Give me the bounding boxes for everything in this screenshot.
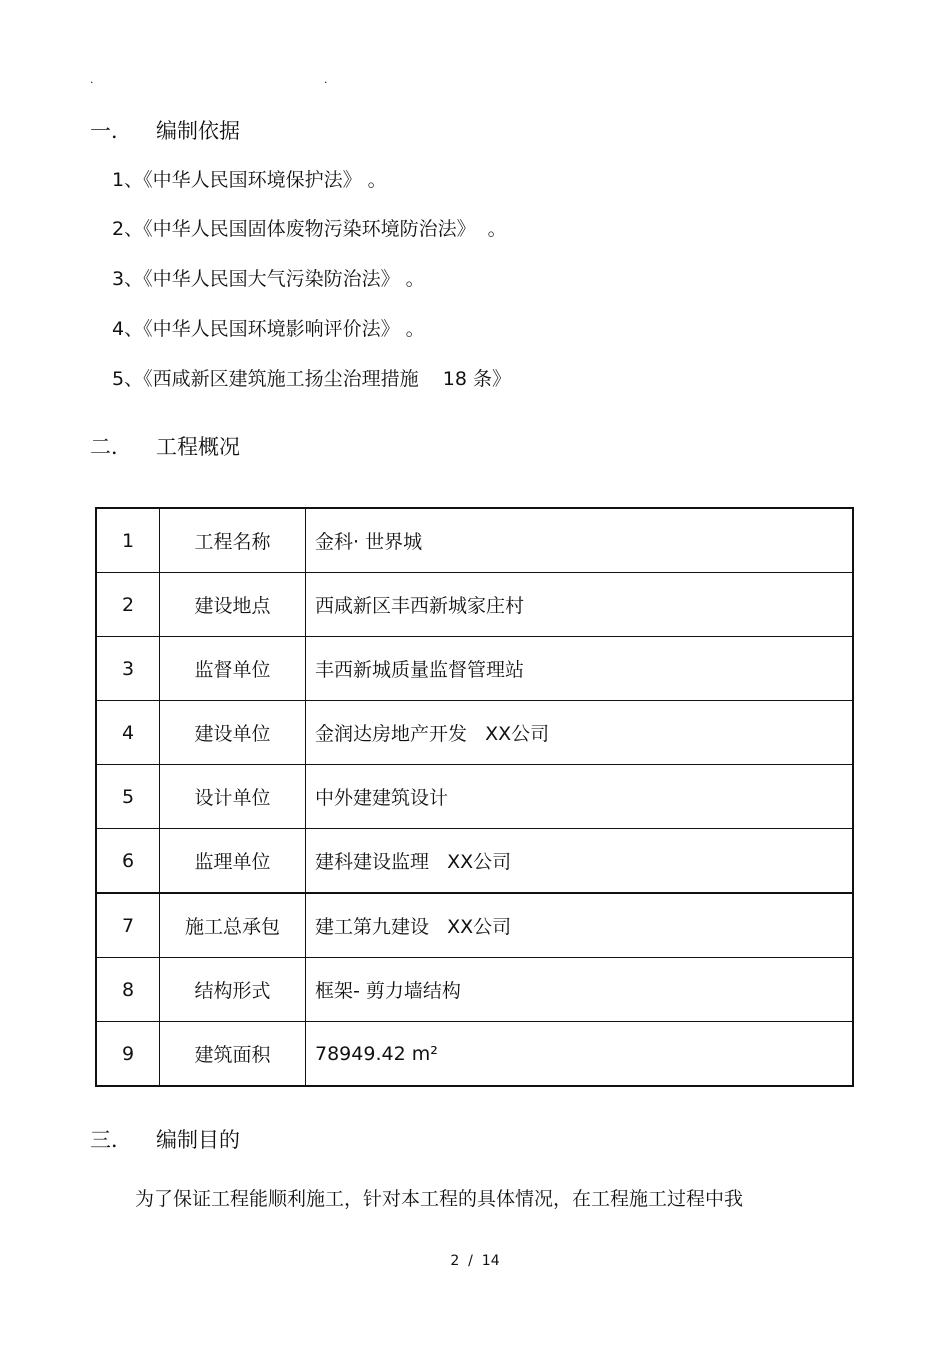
page-indicator: 2 / 14 bbox=[450, 1253, 500, 1269]
purpose-paragraph: 为了保证工程能顺利施工，针对本工程的具体情况，在工程施工过程中我 bbox=[135, 1188, 744, 1210]
table-row bbox=[96, 701, 853, 765]
table-row bbox=[96, 508, 853, 573]
row-value: 金科· 世界城 bbox=[306, 508, 854, 573]
row-number: 1 bbox=[96, 508, 160, 573]
section-title: 编制目的 bbox=[156, 1128, 240, 1152]
section-title: 工程概况 bbox=[156, 435, 240, 459]
row-value: 金润达房地产开发 XX公司 bbox=[306, 701, 854, 765]
row-number: 3 bbox=[96, 637, 160, 701]
table-row bbox=[96, 765, 853, 829]
row-item: 建设地点 bbox=[160, 573, 306, 637]
header-dot-right: . bbox=[324, 73, 328, 86]
reference-item: 4、《中华人民国环境影响评价法》 。 bbox=[112, 318, 425, 340]
row-item: 建设单位 bbox=[160, 701, 306, 765]
row-item: 结构形式 bbox=[160, 958, 306, 1022]
section-number: 三． bbox=[90, 1128, 132, 1152]
row-value: 建科建设监理 XX公司 bbox=[306, 829, 854, 894]
row-item: 监理单位 bbox=[160, 829, 306, 894]
section-heading-overview bbox=[90, 434, 240, 460]
table-row bbox=[96, 829, 853, 894]
row-value: 中外建建筑设计 bbox=[306, 765, 854, 829]
table-row bbox=[96, 893, 853, 958]
row-value: 丰西新城质量监督管理站 bbox=[306, 637, 854, 701]
section-number: 二． bbox=[90, 435, 132, 459]
section-title: 编制依据 bbox=[156, 119, 240, 143]
table-row bbox=[96, 573, 853, 637]
row-number: 6 bbox=[96, 829, 160, 894]
table-row bbox=[96, 637, 853, 701]
section-heading-purpose bbox=[90, 1127, 240, 1153]
reference-item: 1、《中华人民国环境保护法》 。 bbox=[112, 169, 387, 191]
header-dot-left: . bbox=[90, 73, 94, 86]
section-number: 一． bbox=[90, 119, 132, 143]
row-item: 建筑面积 bbox=[160, 1022, 306, 1087]
row-value: 78949.42 m² bbox=[306, 1022, 854, 1087]
project-overview-table bbox=[95, 507, 854, 1087]
reference-item: 5、《西咸新区建筑施工扬尘治理措施 18 条》 bbox=[112, 368, 511, 390]
table-row bbox=[96, 1022, 853, 1087]
row-number: 5 bbox=[96, 765, 160, 829]
row-item: 工程名称 bbox=[160, 508, 306, 573]
row-item: 设计单位 bbox=[160, 765, 306, 829]
row-number: 9 bbox=[96, 1022, 160, 1087]
row-value: 框架- 剪力墙结构 bbox=[306, 958, 854, 1022]
table-row bbox=[96, 958, 853, 1022]
reference-item: 3、《中华人民国大气污染防治法》 。 bbox=[112, 268, 425, 290]
row-number: 2 bbox=[96, 573, 160, 637]
row-value: 建工第九建设 XX公司 bbox=[306, 893, 854, 958]
row-item: 监督单位 bbox=[160, 637, 306, 701]
row-item: 施工总承包 bbox=[160, 893, 306, 958]
row-value: 西咸新区丰西新城家庄村 bbox=[306, 573, 854, 637]
row-number: 4 bbox=[96, 701, 160, 765]
reference-item: 2、《中华人民国固体废物污染环境防治法》 。 bbox=[112, 218, 507, 240]
row-number: 7 bbox=[96, 893, 160, 958]
row-number: 8 bbox=[96, 958, 160, 1022]
section-heading-basis bbox=[90, 118, 240, 144]
